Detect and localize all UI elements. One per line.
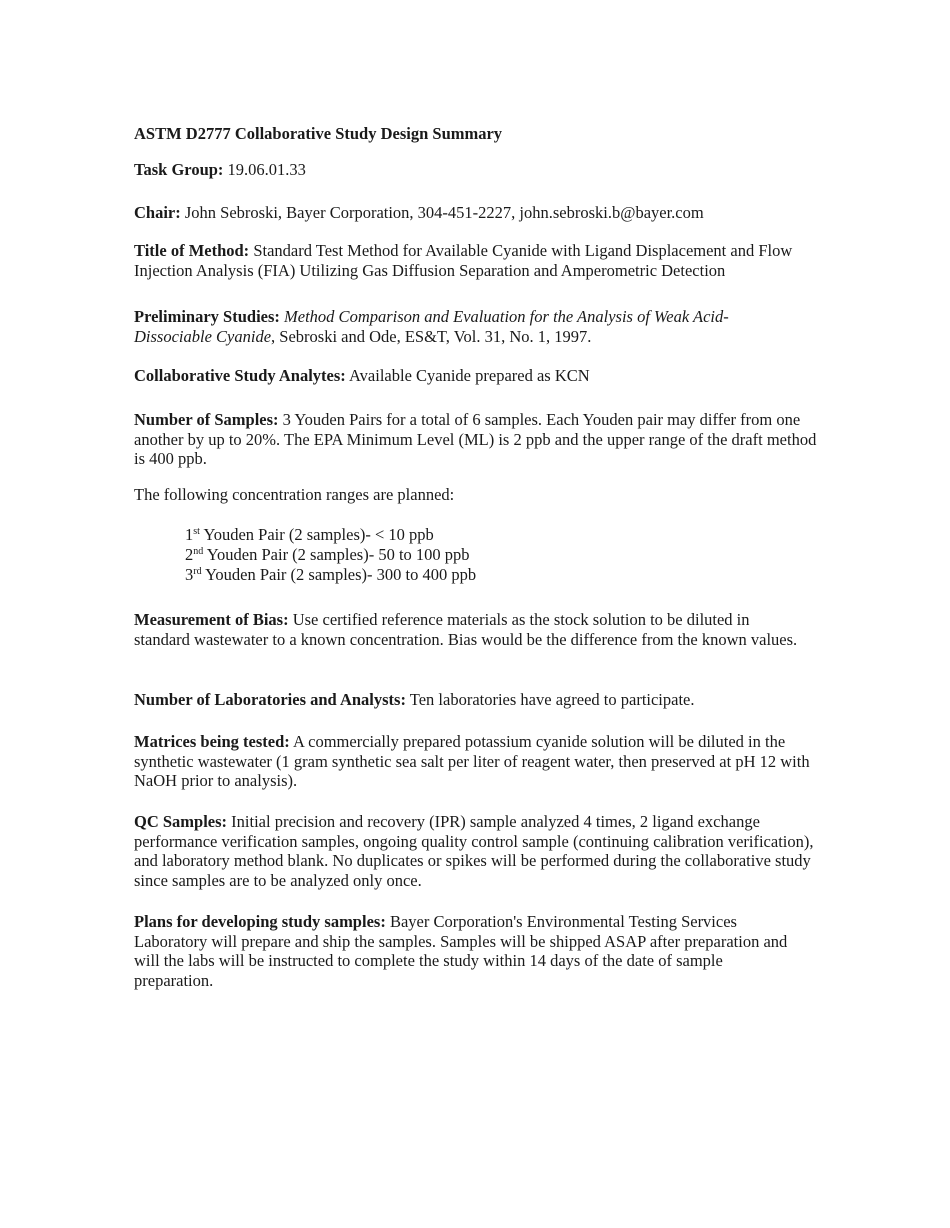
laboratories-label: Number of Laboratories and Analysts: [134,690,406,709]
chair-label: Chair: [134,203,181,222]
analytes-value: Available Cyanide prepared as KCN [348,366,590,385]
matrices-value: A commercially prepared potassium cyanide solution will be diluted in the synthetic wastewater (1 gram synthetic sea salt per liter of reagent water, then preserved at pH 12 with NaOH prior to analysis). [134,732,810,790]
chair-value: John Sebroski, Bayer Corporation, 304-451-2227, john.sebroski.b@bayer.com [184,203,704,222]
chair-field [134,203,774,223]
bias-field [134,610,804,649]
number-of-samples-label: Number of Samples: [134,410,279,429]
preliminary-studies-citation-title: Method Comparison and Evaluation for the Analysis of Weak Acid-Dissociable Cyanide [134,307,729,346]
task-group-field [134,160,824,180]
qc-samples-value: Initial precision and recovery (IPR) sample analyzed 4 times, 2 ligand exchange performance verification samples, ongoing quality control sample (continuing calibration verification), and laboratory method blank. No duplicates or spikes will be performed during the collaborative study since samples are to be analyzed only once. [134,812,814,890]
qc-samples-field [134,812,824,890]
preliminary-studies-field [134,307,784,346]
laboratories-field [134,690,824,710]
analytes-label: Collaborative Study Analytes: [134,366,346,385]
bias-value: Use certified reference materials as the stock solution to be diluted in standard wastewater to a known concentration. Bias would be the difference from the known values. [134,610,798,649]
number-of-samples-field [134,410,824,469]
task-group-value: 19.06.01.33 [227,160,306,179]
plans-label: Plans for developing study samples: [134,912,386,931]
title-of-method-field [134,241,824,280]
bias-label: Measurement of Bias: [134,610,289,629]
list-item: 3rd Youden Pair (2 samples)- 300 to 400 ppb [185,565,477,584]
document-title: ASTM D2777 Collaborative Study Design Summary [134,124,503,143]
analytes-field [134,366,824,386]
laboratories-value: Ten laboratories have agreed to participate. [409,690,695,709]
title-of-method-label: Title of Method: [134,241,250,260]
preliminary-studies-citation-rest: , Sebroski and Ode, ES&T, Vol. 31, No. 1, 1997. [271,326,592,346]
task-group-label: Task Group: [134,160,224,179]
preliminary-studies-label: Preliminary Studies: [134,307,280,326]
list-item: 2nd Youden Pair (2 samples)- 50 to 100 ppb [185,545,470,564]
title-of-method-value: Standard Test Method for Available Cyanide with Ligand Displacement and Flow Injection Analysis (FIA) Utilizing Gas Diffusion Separation and Amperometric Detection [134,241,793,280]
concentration-ranges-list [185,525,685,585]
plans-field [134,912,804,990]
list-item: 1st Youden Pair (2 samples)- < 10 ppb [185,525,434,544]
ranges-intro: The following concentration ranges are planned: [134,485,455,504]
matrices-label: Matrices being tested: [134,732,290,751]
qc-samples-label: QC Samples: [134,812,228,831]
matrices-field [134,732,814,791]
plans-value: Bayer Corporation's Environmental Testing Services Laboratory will prepare and ship the samples. Samples will be shipped ASAP after preparation and will the labs will be instructed to complete the study within 14 days of the date of sample preparation. [134,912,788,990]
number-of-samples-value: 3 Youden Pairs for a total of 6 samples. Each Youden pair may differ from one another by up to 20%. The EPA Minimum Level (ML) is 2 ppb and the upper range of the draft method is 400 ppb. [134,410,817,468]
